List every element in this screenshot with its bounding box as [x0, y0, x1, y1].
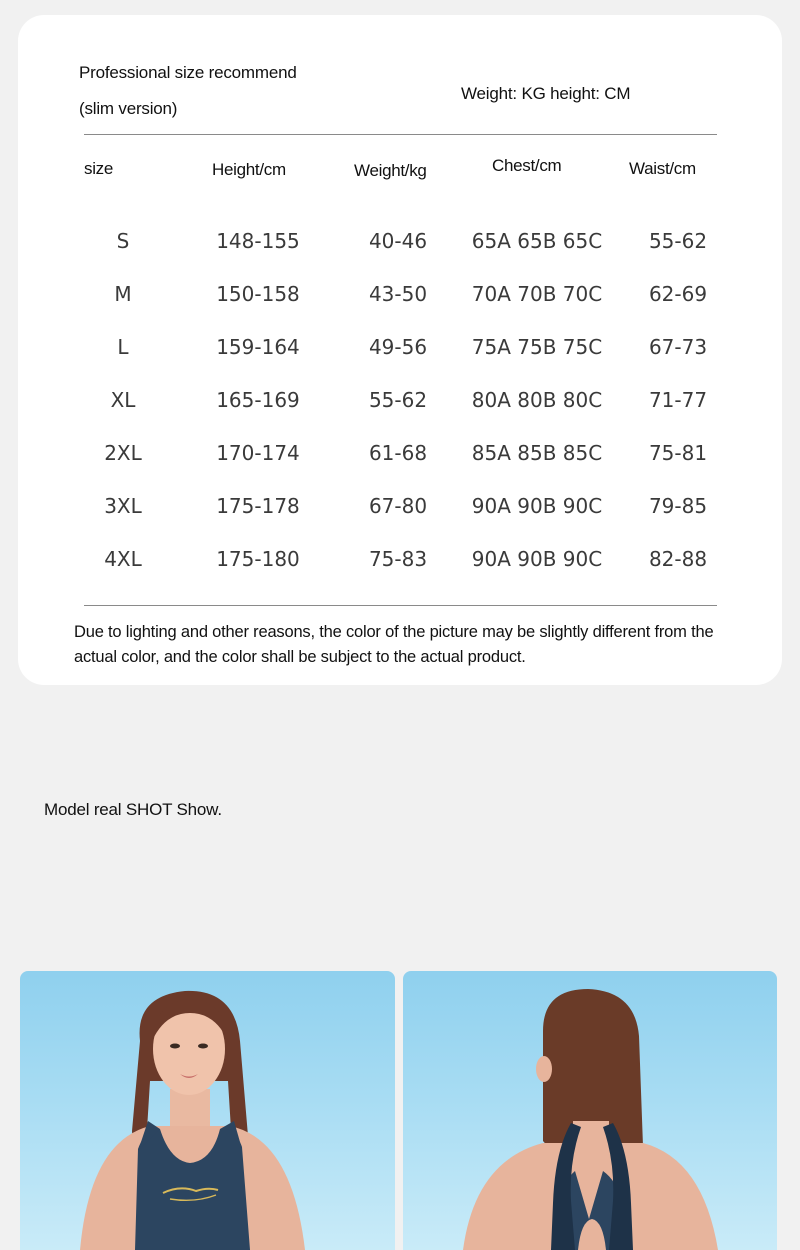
chart-subtitle: (slim version) [79, 99, 178, 118]
cell-size: 3XL [104, 494, 142, 518]
color-disclaimer: Due to lighting and other reasons, the color of the picture may be slightly different from the actual color, and the color shall be subject to the actual product. [74, 623, 714, 666]
cell-size: M [114, 282, 132, 306]
cell-waist: 75-81 [648, 441, 708, 465]
cell-chest: 90A 90B 90C [471, 494, 603, 518]
header-weight: Weight/kg [354, 161, 427, 180]
cell-waist: 67-73 [648, 335, 708, 359]
cell-size: 2XL [104, 441, 142, 465]
unit-note: Weight: KG height: CM [461, 84, 631, 103]
cell-waist: 82-88 [648, 547, 708, 571]
header-chest: Chest/cm [492, 156, 562, 175]
cell-chest: 85A 85B 85C [471, 441, 603, 465]
header-size: size [84, 159, 114, 178]
cell-weight: 43-50 [368, 282, 428, 306]
cell-chest: 80A 80B 80C [471, 388, 603, 412]
cell-weight: 55-62 [368, 388, 428, 412]
cell-size: L [117, 335, 129, 359]
cell-height: 150-158 [216, 282, 300, 306]
chart-title: Professional size recommend [79, 63, 297, 82]
cell-chest: 70A 70B 70C [471, 282, 603, 306]
cell-size: S [116, 229, 130, 253]
table-bottom-rule [84, 605, 717, 606]
cell-weight: 49-56 [368, 335, 428, 359]
cell-waist: 62-69 [648, 282, 708, 306]
model-section-title: Model real SHOT Show. [44, 800, 222, 819]
cell-waist: 55-62 [648, 229, 708, 253]
cell-chest: 75A 75B 75C [471, 335, 603, 359]
cell-weight: 75-83 [368, 547, 428, 571]
cell-size: 4XL [104, 547, 142, 571]
cell-chest: 65A 65B 65C [471, 229, 603, 253]
cell-height: 165-169 [216, 388, 300, 412]
cell-height: 159-164 [216, 335, 300, 359]
header-height: Height/cm [212, 160, 286, 179]
size-chart-card [18, 15, 782, 685]
table-top-rule [84, 134, 717, 135]
model-back-photo [403, 971, 777, 1250]
cell-height: 170-174 [216, 441, 300, 465]
cell-height: 148-155 [216, 229, 300, 253]
cell-chest: 90A 90B 90C [471, 547, 603, 571]
cell-height: 175-178 [216, 494, 300, 518]
cell-size: XL [110, 388, 136, 412]
model-front-photo [20, 971, 395, 1250]
cell-weight: 40-46 [368, 229, 428, 253]
cell-height: 175-180 [216, 547, 300, 571]
cell-waist: 79-85 [648, 494, 708, 518]
cell-weight: 67-80 [368, 494, 428, 518]
cell-weight: 61-68 [368, 441, 428, 465]
header-waist: Waist/cm [629, 159, 696, 178]
cell-waist: 71-77 [648, 388, 708, 412]
